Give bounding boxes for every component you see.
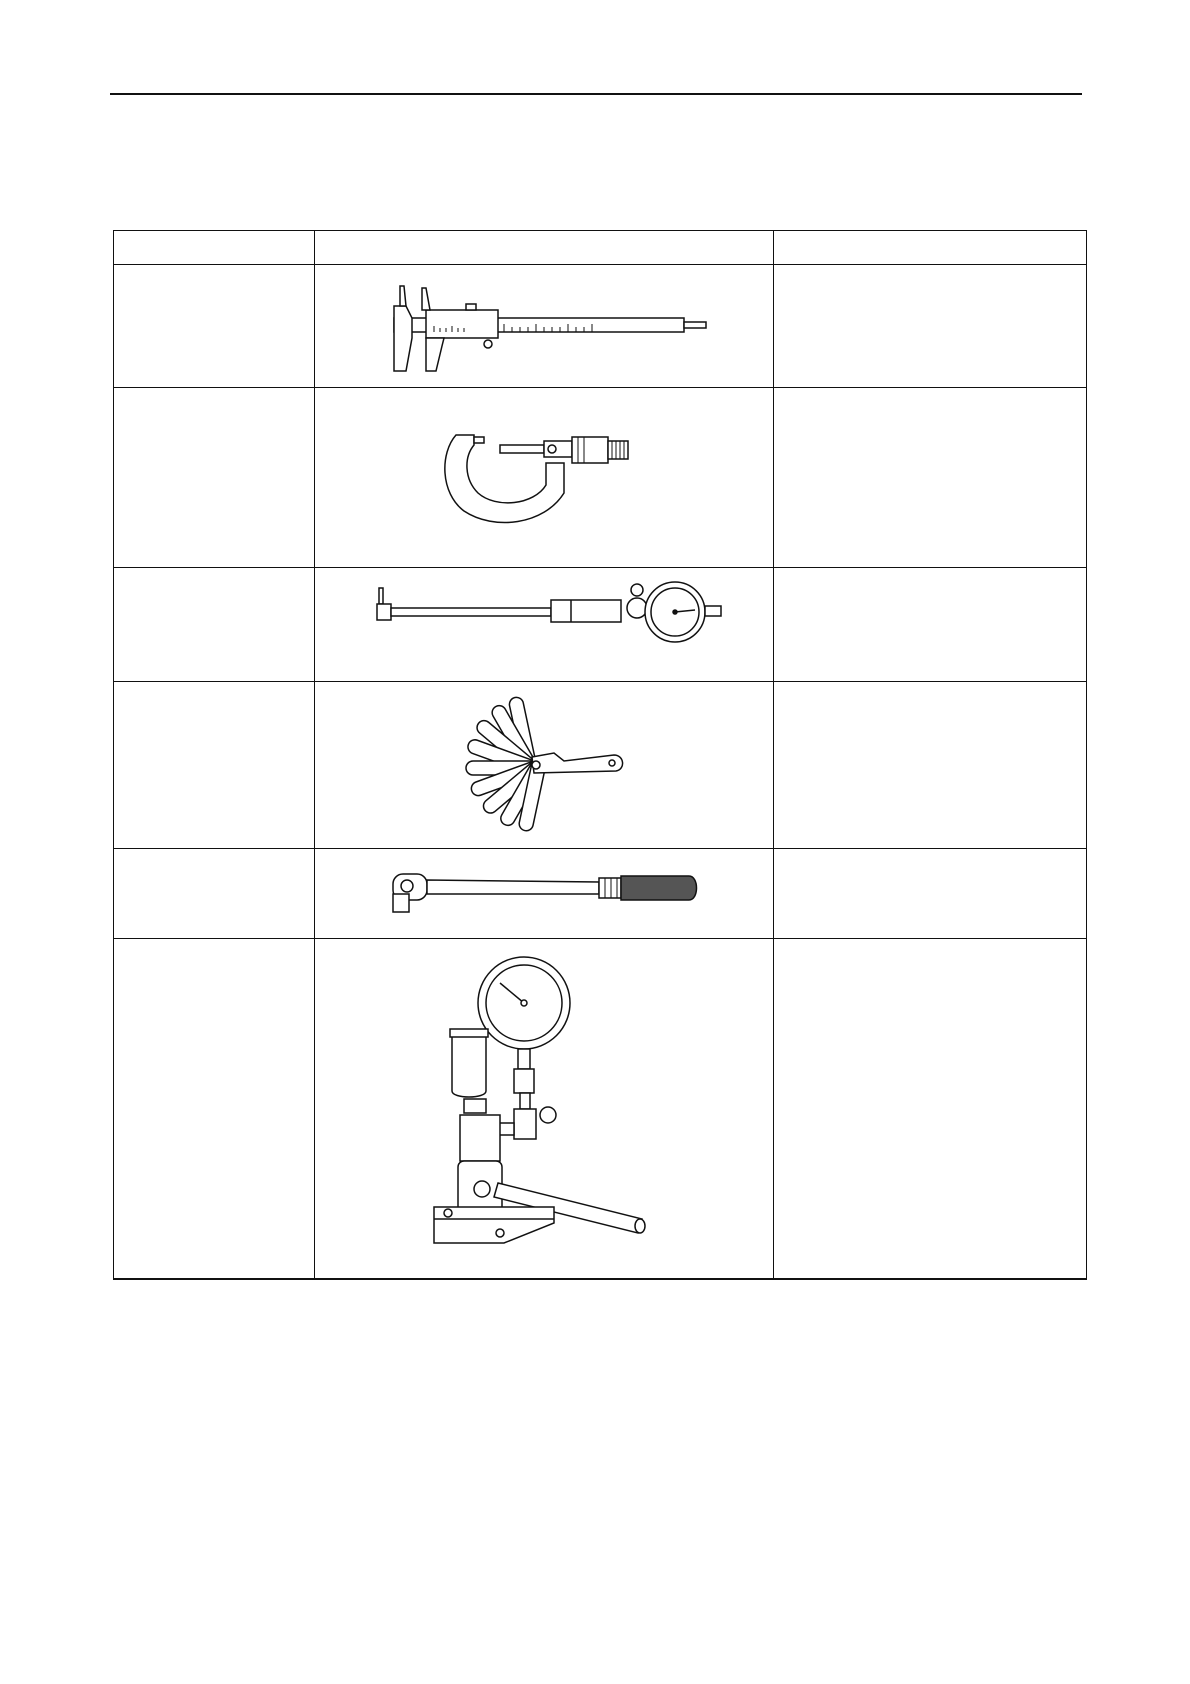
outside-micrometer-illustration bbox=[434, 423, 654, 533]
tool-illustration-cell bbox=[315, 939, 774, 1279]
tool-name-cell bbox=[114, 568, 315, 682]
tool-notes-cell bbox=[774, 682, 1087, 849]
table-row bbox=[114, 265, 1087, 388]
tool-illustration-cell bbox=[315, 682, 774, 849]
table-row bbox=[114, 939, 1087, 1279]
tool-notes-cell bbox=[774, 939, 1087, 1279]
table-row bbox=[114, 849, 1087, 939]
tool-notes-cell bbox=[774, 388, 1087, 568]
tool-name-cell bbox=[114, 265, 315, 388]
tool-name-cell bbox=[114, 388, 315, 568]
vernier-caliper-illustration bbox=[364, 276, 724, 376]
table-row bbox=[114, 388, 1087, 568]
table-header-row bbox=[114, 231, 1087, 265]
tool-illustration-cell bbox=[315, 849, 774, 939]
tool-illustration-cell bbox=[315, 265, 774, 388]
header-cell-name bbox=[114, 231, 315, 265]
header-rule bbox=[110, 93, 1082, 95]
tool-name-cell bbox=[114, 849, 315, 939]
tool-name-cell bbox=[114, 682, 315, 849]
tool-notes-cell bbox=[774, 849, 1087, 939]
torque-wrench-illustration bbox=[379, 864, 709, 924]
table-row bbox=[114, 682, 1087, 849]
measuring-tools-table bbox=[113, 230, 1087, 1280]
injection-nozzle-tester-illustration bbox=[424, 953, 664, 1263]
table-row bbox=[114, 568, 1087, 682]
tool-illustration-cell bbox=[315, 568, 774, 682]
tool-illustration-cell bbox=[315, 388, 774, 568]
tool-name-cell bbox=[114, 939, 315, 1279]
tool-notes-cell bbox=[774, 265, 1087, 388]
feeler-gauge-illustration bbox=[444, 695, 644, 835]
cylinder-bore-gauge-illustration bbox=[359, 580, 729, 670]
header-cell-illustration bbox=[315, 231, 774, 265]
tool-notes-cell bbox=[774, 568, 1087, 682]
header-cell-notes bbox=[774, 231, 1087, 265]
